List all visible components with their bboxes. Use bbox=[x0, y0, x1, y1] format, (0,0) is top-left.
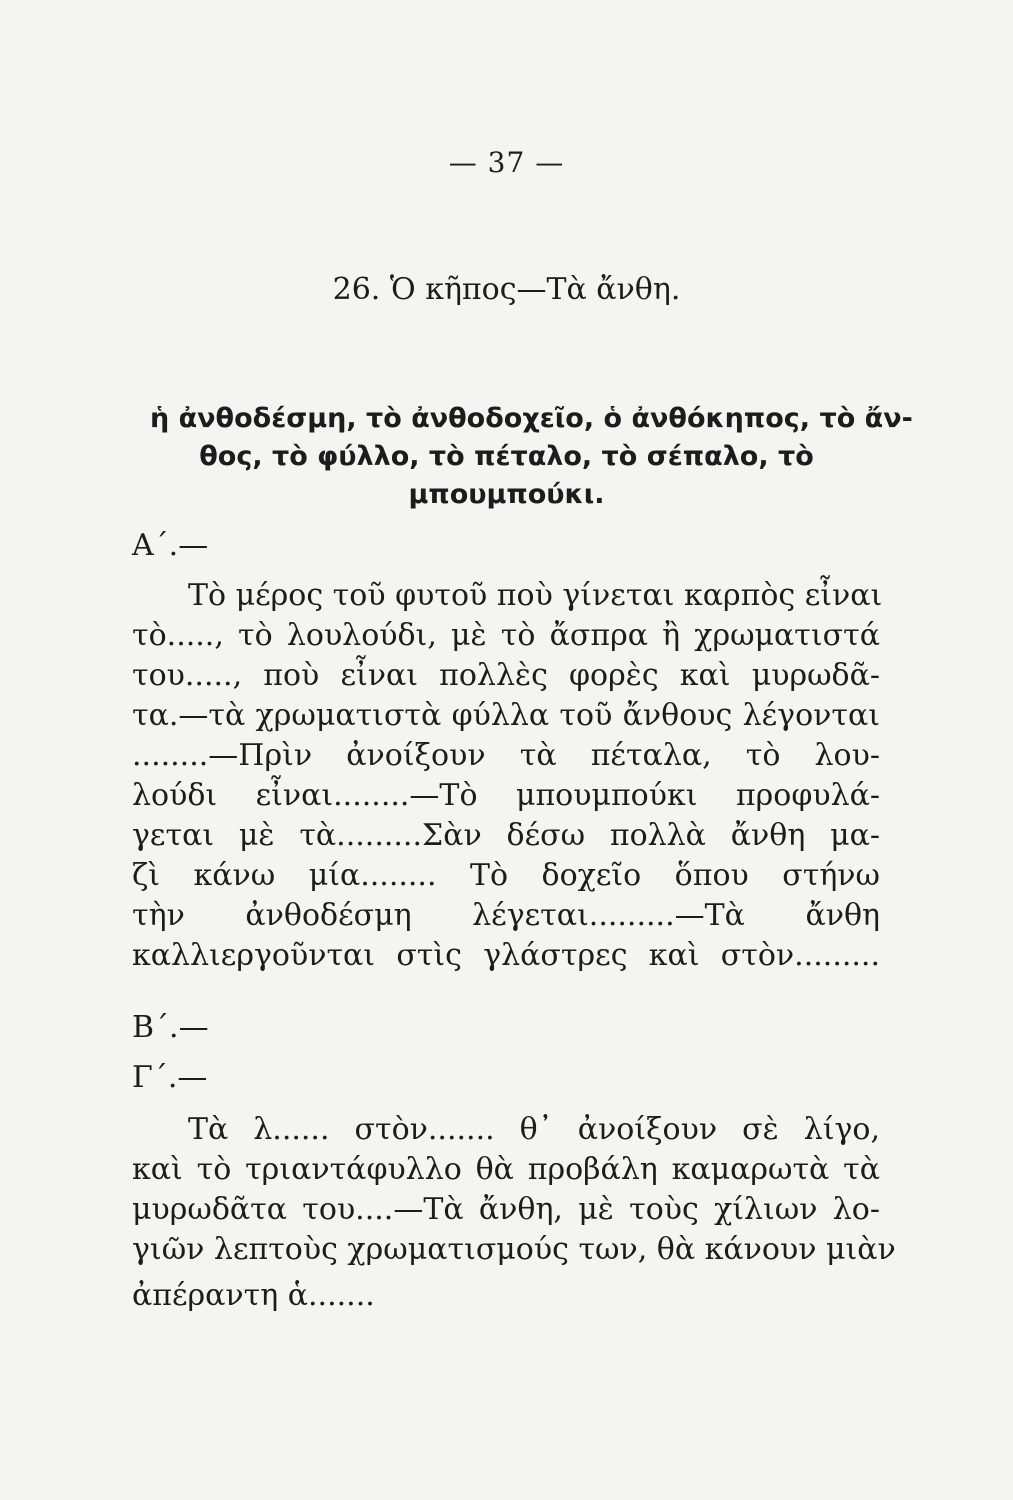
section-c-line: μυρωδᾶτα του....—Τὰ ἄνθη, μὲ τοὺς χίλιων λο- bbox=[132, 1192, 880, 1227]
section-a-line: καλλιεργοῦνται στὶς γλάστρες καὶ στὸν......... bbox=[132, 938, 880, 973]
lesson-title: 26. Ὁ κῆπος—Τὰ ἄνθη. bbox=[332, 272, 681, 307]
section-a-line: λούδι εἶναι........—Τὸ μπουμπούκι προφυλά- bbox=[132, 778, 880, 813]
section-c-line: καὶ τὸ τριαντάφυλλο θὰ προβάλη καμαρωτὰ τὰ bbox=[132, 1152, 880, 1187]
section-a-line: τὸ....., τὸ λουλούδι, μὲ τὸ ἄσπρα ἢ χρωματιστά bbox=[132, 618, 880, 653]
section-c-line: γιῶν λεπτοὺς χρωματισμούς των, θὰ κάνουν μιὰν bbox=[132, 1232, 896, 1267]
section-a-line: ζὶ κάνω μία........ Τὸ δοχεῖο ὅπου στήνω bbox=[132, 858, 880, 893]
section-a-line: Τὸ μέρος τοῦ φυτοῦ ποὺ γίνεται καρπὸς εἶναι bbox=[188, 578, 883, 613]
section-a-line: γεται μὲ τὰ.........Σὰν δέσω πολλὰ ἄνθη μα- bbox=[132, 818, 880, 853]
vocabulary-list bbox=[150, 400, 913, 514]
vocabulary-line: μπουμπούκι. bbox=[408, 479, 605, 510]
section-a-label: Α΄.— bbox=[132, 528, 209, 563]
section-a-line: τα.—τὰ χρωματιστὰ φύλλα τοῦ ἄνθους λέγονται bbox=[132, 698, 880, 733]
page-number: — 37 — bbox=[448, 146, 565, 179]
vocabulary-line: θος, τὸ φύλλο, τὸ πέταλο, τὸ σέπαλο, τὸ bbox=[199, 441, 814, 472]
section-c-line: ἀπέραντη ἁ....... bbox=[132, 1278, 375, 1313]
section-c-label: Γ΄.— bbox=[132, 1060, 208, 1095]
section-b-label: Β΄.— bbox=[132, 1010, 209, 1045]
section-a-line: τὴν ἀνθοδέσμη λέγεται.........—Τὰ ἄνθη bbox=[132, 898, 880, 933]
section-a-line: ........—Πρὶν ἀνοίξουν τὰ πέταλα, τὸ λου- bbox=[132, 738, 880, 773]
section-a-line: του....., ποὺ εἶναι πολλὲς φορὲς καὶ μυρωδᾶ- bbox=[132, 658, 880, 693]
vocabulary-line: ἡ ἀνθοδέσμη, τὸ ἀνθοδοχεῖο, ὁ ἀνθόκηπος, τὸ ἄν- bbox=[150, 403, 913, 434]
section-c-line: Τὰ λ...... στὸν....... θ᾽ ἀνοίξουν σὲ λίγο, bbox=[188, 1112, 880, 1147]
